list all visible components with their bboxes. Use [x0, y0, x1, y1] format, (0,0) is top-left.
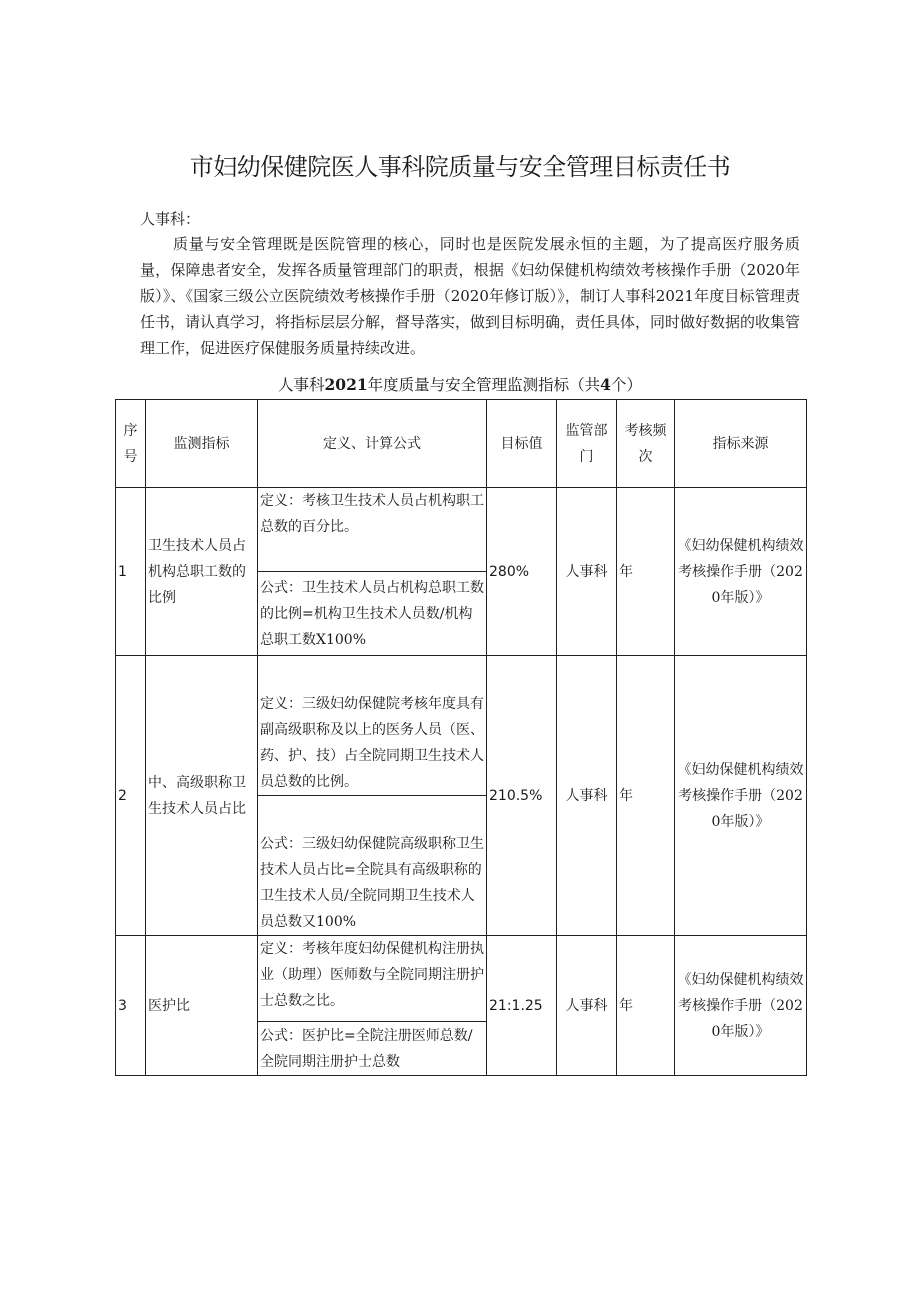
- row-department: 人事科: [557, 488, 617, 656]
- row-definition: 定义：考核卫生技术人员占机构职工总数的百分比。: [258, 488, 487, 572]
- header-department: 监管部门: [557, 400, 617, 488]
- caption-middle: 年度质量与安全管理监测指标（共: [367, 376, 601, 394]
- table-header-row: [116, 400, 807, 488]
- row-department: 人事科: [557, 936, 617, 1076]
- row-frequency: 年: [617, 656, 675, 936]
- caption-suffix: 个）: [610, 376, 642, 394]
- header-definition: 定义、计算公式: [258, 400, 487, 488]
- row-department: 人事科: [557, 656, 617, 936]
- row-indicator: 医护比: [146, 936, 258, 1076]
- caption-prefix: 人事科: [278, 376, 325, 394]
- header-source: 指标来源: [675, 400, 807, 488]
- caption-count: 4: [600, 375, 611, 394]
- row-seq: 3: [116, 936, 146, 1076]
- table-row: [116, 488, 807, 572]
- table-caption: [0, 372, 920, 398]
- row-definition: 定义：三级妇幼保健院考核年度具有副高级职称及以上的医务人员（医、药、护、技）占全院同期卫生技术人员总数的比例。: [258, 656, 487, 796]
- header-target: 目标值: [487, 400, 557, 488]
- table-row: [116, 936, 807, 1022]
- row-formula: 公式：医护比=全院注册医师总数/全院同期注册护士总数: [258, 1022, 487, 1076]
- row-source: 《妇幼保健机构绩效考核操作手册（2020年版）》: [675, 488, 807, 656]
- document-title: 市妇幼保健院医人事科院质量与安全管理目标责任书: [189, 153, 731, 181]
- row-indicator: 卫生技术人员占机构总职工数的比例: [146, 488, 258, 656]
- row-indicator: 中、高级职称卫生技术人员占比: [146, 656, 258, 936]
- caption-year: 2021: [324, 375, 368, 394]
- row-target: 280%: [487, 488, 557, 656]
- row-formula: 公式：三级妇幼保健院高级职称卫生技术人员占比=全院具有高级职称的卫生技术人员/全院同期卫生技术人员总数又100%: [258, 796, 487, 936]
- row-target: 210.5%: [487, 656, 557, 936]
- header-frequency: 考核频次: [617, 400, 675, 488]
- row-frequency: 年: [617, 936, 675, 1076]
- metrics-table: [115, 399, 807, 1076]
- row-source: 《妇幼保健机构绩效考核操作手册（2020年版）》: [675, 656, 807, 936]
- header-seq: 序号: [116, 400, 146, 488]
- header-indicator: 监测指标: [146, 400, 258, 488]
- intro-paragraph: 质量与安全管理既是医院管理的核心，同时也是医院发展永恒的主题，为了提高医疗服务质量，保障患者安全，发挥各质量管理部门的职责，根据《妇幼保健机构绩效考核操作手册（2020年版）》、《国家三级公立医院绩效考核操作手册（2020年修订版）》，制订人事科2021年度目标管理责任书，请认真学习，将指标层层分解，督导落实，做到目标明确，责任具体，同时做好数据的收集管理工作，促进医疗保健服务质量持续改进。: [140, 235, 801, 357]
- row-definition: 定义：考核年度妇幼保健机构注册执业（助理）医师数与全院同期注册护士总数之比。: [258, 936, 487, 1022]
- row-target: 21:1.25: [487, 936, 557, 1076]
- row-seq: 2: [116, 656, 146, 936]
- row-formula: 公式：卫生技术人员占机构总职工数的比例=机构卫生技术人员数/机构总职工数X100%: [258, 572, 487, 656]
- table-row: [116, 656, 807, 796]
- addressee: 人事科：: [140, 210, 201, 228]
- row-source: 《妇幼保健机构绩效考核操作手册（2020年版）》: [675, 936, 807, 1076]
- row-frequency: 年: [617, 488, 675, 656]
- row-seq: 1: [116, 488, 146, 656]
